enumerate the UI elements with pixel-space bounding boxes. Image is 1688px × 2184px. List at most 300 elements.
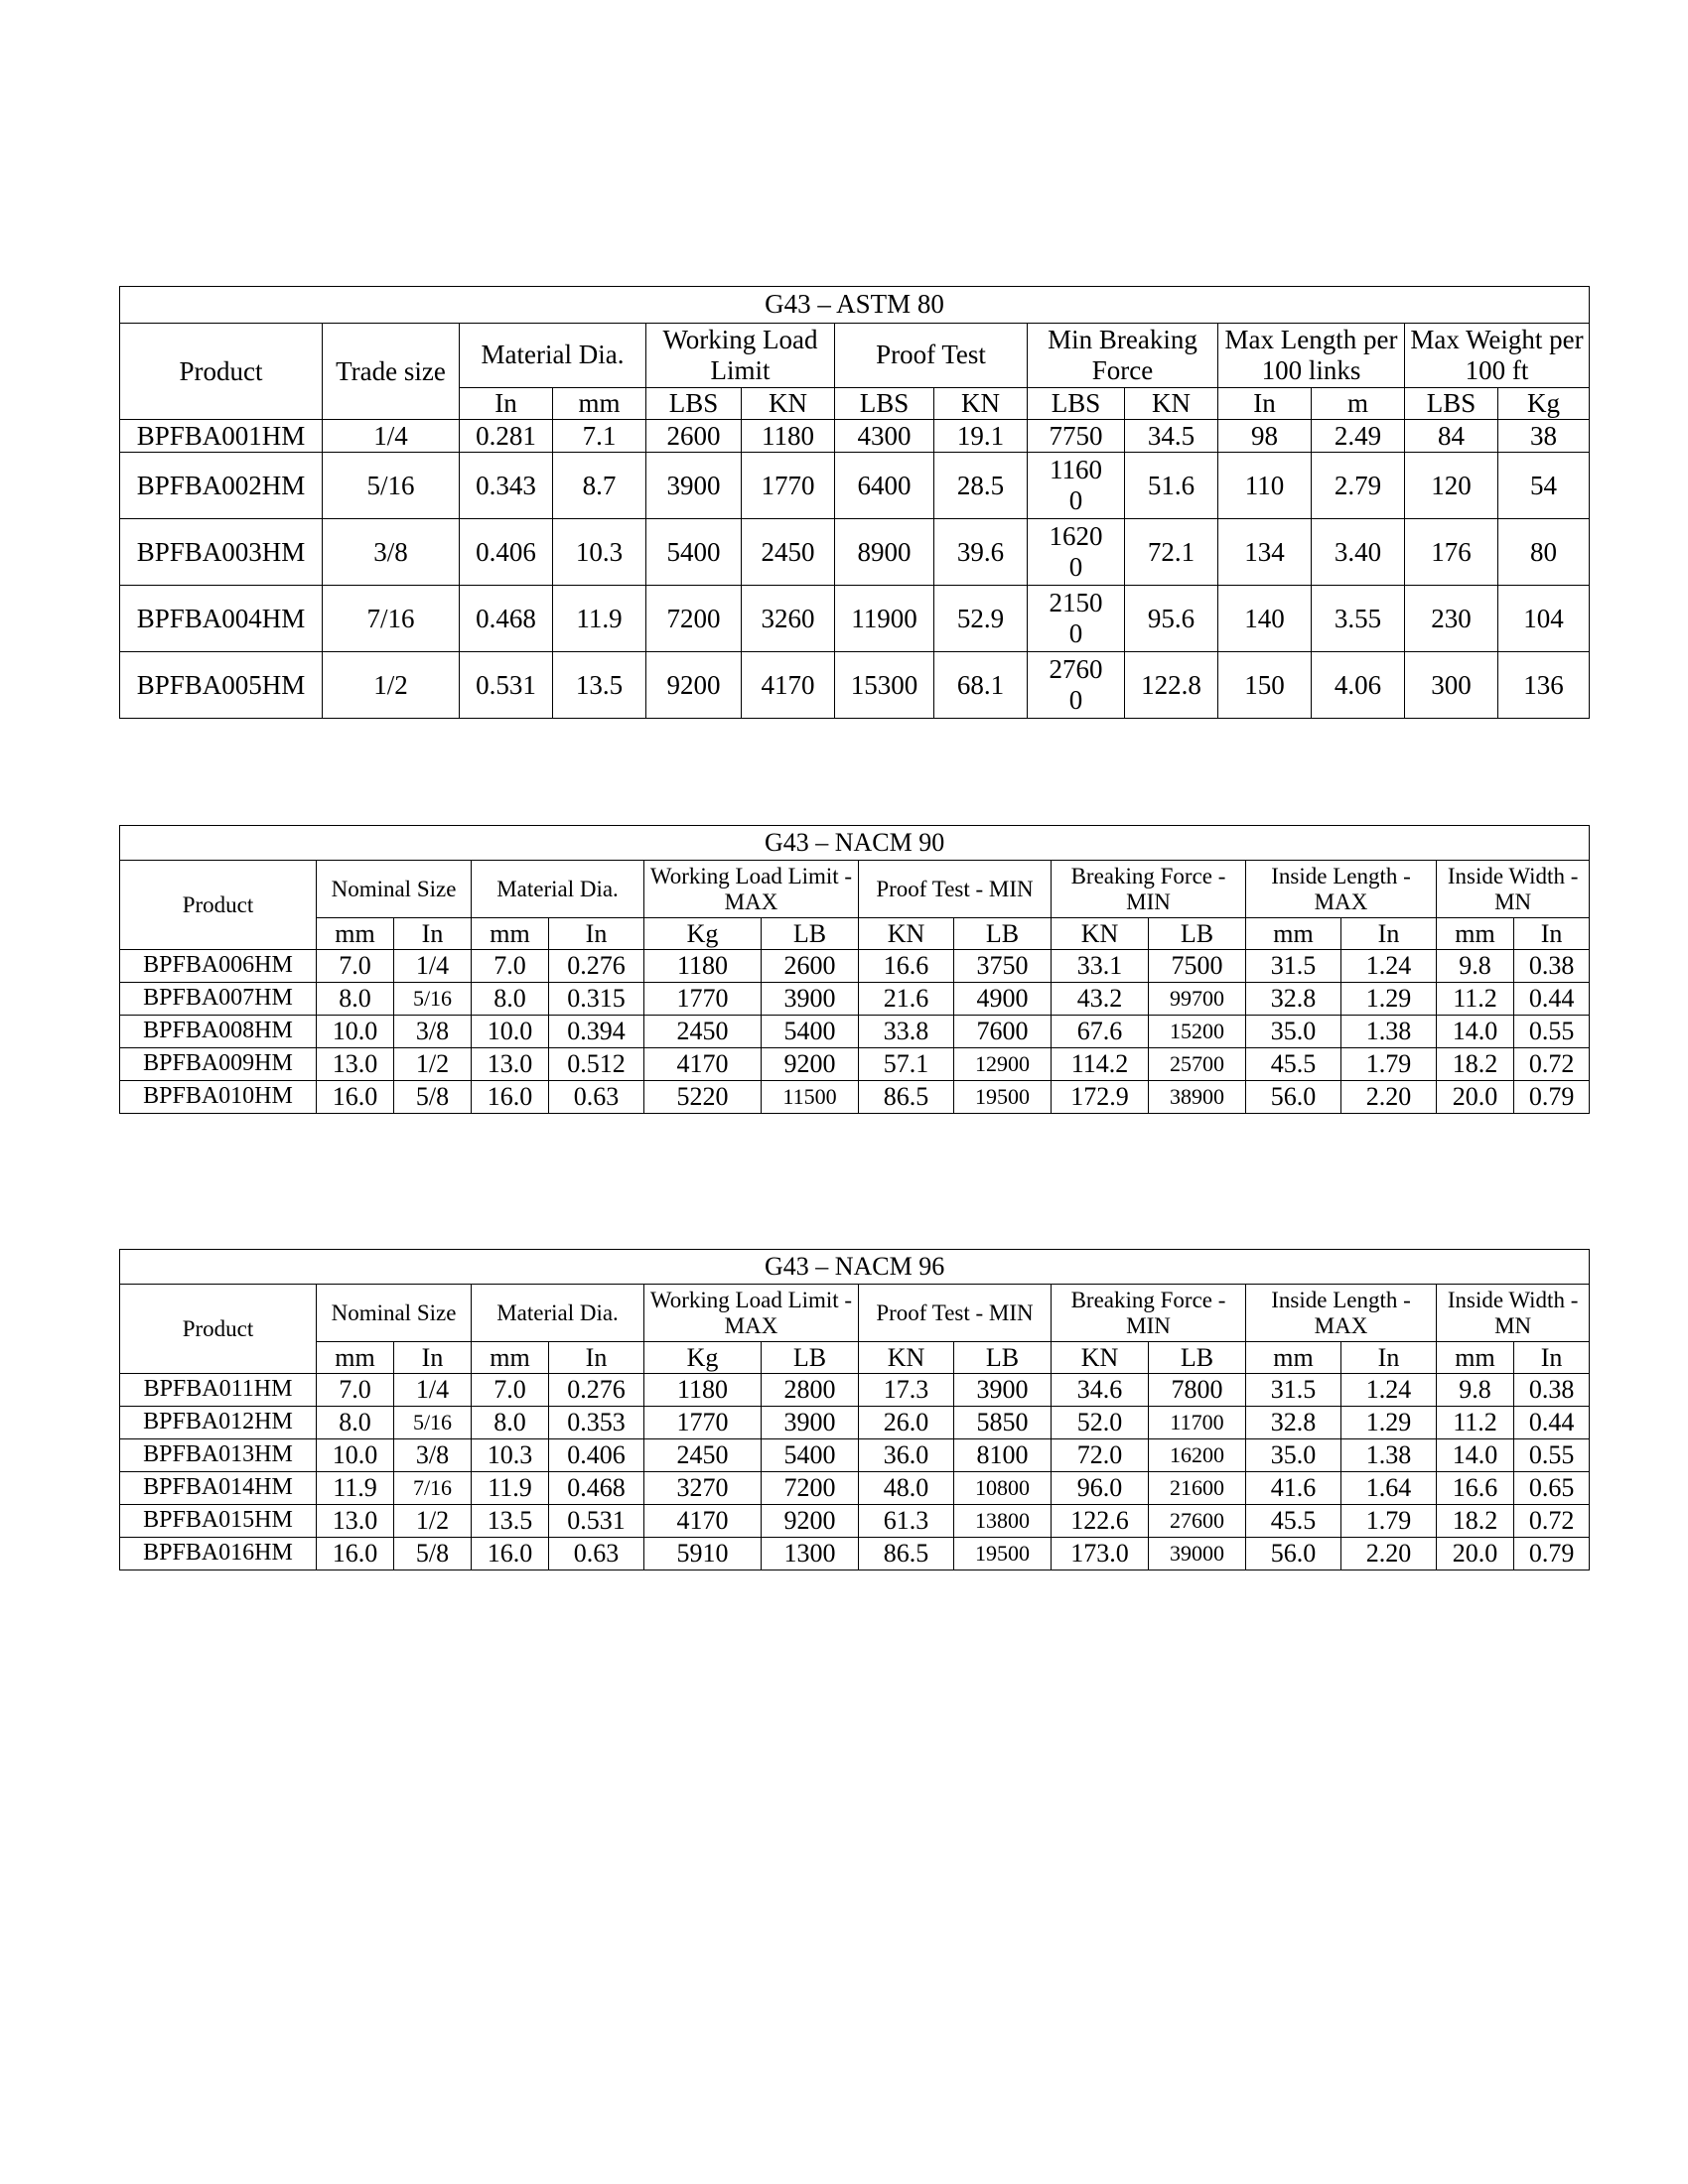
unit-cell: KN: [742, 388, 835, 420]
units-row: [120, 1342, 1590, 1374]
value-cell: 56.0: [1246, 1081, 1341, 1114]
unit-cell: mm: [1246, 1342, 1341, 1374]
value-cell: 0.55: [1514, 1016, 1590, 1048]
value-cell: 1/2: [323, 652, 460, 719]
units-row: [120, 918, 1590, 950]
value-cell: 11500: [762, 1081, 859, 1114]
value-cell: 39000: [1149, 1538, 1246, 1570]
value-cell: 5/16: [394, 983, 472, 1016]
value-cell: 1.79: [1341, 1048, 1437, 1081]
value-cell: 0.38: [1514, 950, 1590, 983]
value-cell: 3260: [742, 586, 835, 652]
value-cell: 41.6: [1246, 1472, 1341, 1505]
value-cell: 19500: [954, 1538, 1052, 1570]
header-proof-test: Proof Test - MIN: [859, 1285, 1052, 1342]
value-cell: 4.06: [1312, 652, 1405, 719]
value-cell: 11.9: [553, 586, 646, 652]
value-cell: 28.5: [934, 453, 1028, 519]
table-row: [120, 1081, 1590, 1114]
value-cell: 120: [1405, 453, 1498, 519]
unit-cell: In: [1514, 1342, 1590, 1374]
value-cell: 9200: [762, 1505, 859, 1538]
value-cell: 1.24: [1341, 950, 1437, 983]
unit-cell: mm: [1437, 918, 1514, 950]
value-cell: 0.79: [1514, 1538, 1590, 1570]
value-cell: 172.9: [1052, 1081, 1149, 1114]
value-cell: 21.6: [859, 983, 954, 1016]
value-cell: 7600: [954, 1016, 1052, 1048]
value-cell: 21600: [1149, 1472, 1246, 1505]
value-cell: 0.38: [1514, 1374, 1590, 1407]
value-cell: 45.5: [1246, 1505, 1341, 1538]
header-working-load-limit: Working Load Limit - MAX: [644, 1285, 859, 1342]
unit-cell: In: [1341, 1342, 1437, 1374]
value-cell: 9200: [646, 652, 742, 719]
value-cell: 0.315: [549, 983, 644, 1016]
value-cell: 16.6: [859, 950, 954, 983]
unit-cell: LBS: [1028, 388, 1125, 420]
unit-cell: Kg: [644, 918, 762, 950]
value-cell: 3270: [644, 1472, 762, 1505]
header-nominal-size: Nominal Size: [317, 861, 472, 918]
unit-cell: LB: [762, 918, 859, 950]
value-cell: 4900: [954, 983, 1052, 1016]
value-cell: 5/16: [394, 1407, 472, 1439]
value-cell: 2450: [644, 1439, 762, 1472]
value-cell: 48.0: [859, 1472, 954, 1505]
value-cell: 122.8: [1125, 652, 1218, 719]
value-cell: 114.2: [1052, 1048, 1149, 1081]
unit-cell: mm: [472, 918, 549, 950]
value-cell: 38900: [1149, 1081, 1246, 1114]
table-row: [120, 1472, 1590, 1505]
header-working-load-limit: Working Load Limit: [646, 324, 835, 388]
value-cell: 26.0: [859, 1407, 954, 1439]
unit-cell: LBS: [646, 388, 742, 420]
value-cell: 80: [1498, 519, 1590, 586]
value-cell: 2.20: [1341, 1538, 1437, 1570]
value-cell: 16200: [1149, 1439, 1246, 1472]
unit-cell: In: [549, 918, 644, 950]
value-cell: 5/16: [323, 453, 460, 519]
value-cell: 35.0: [1246, 1016, 1341, 1048]
value-cell: 16.0: [472, 1081, 549, 1114]
unit-cell: In: [394, 1342, 472, 1374]
unit-cell: In: [549, 1342, 644, 1374]
unit-cell: Kg: [644, 1342, 762, 1374]
value-cell: 300: [1405, 652, 1498, 719]
value-cell: 3/8: [394, 1016, 472, 1048]
table-row: [120, 420, 1590, 453]
value-cell: 2.49: [1312, 420, 1405, 453]
product-code-cell: BPFBA011HM: [120, 1374, 317, 1407]
value-cell: 54: [1498, 453, 1590, 519]
header-inside-length: Inside Length - MAX: [1246, 1285, 1437, 1342]
value-cell: 2800: [762, 1374, 859, 1407]
value-cell: 2600: [646, 420, 742, 453]
value-cell: 8.0: [472, 1407, 549, 1439]
value-cell: 51.6: [1125, 453, 1218, 519]
value-cell: 1180: [644, 1374, 762, 1407]
value-cell: 1.24: [1341, 1374, 1437, 1407]
value-cell: 11.9: [472, 1472, 549, 1505]
value-cell: 20.0: [1437, 1538, 1514, 1570]
unit-cell: KN: [934, 388, 1028, 420]
value-cell: 86.5: [859, 1538, 954, 1570]
unit-cell: mm: [553, 388, 646, 420]
value-cell: 10.3: [472, 1439, 549, 1472]
table-row: [120, 983, 1590, 1016]
value-cell: 16.0: [472, 1538, 549, 1570]
unit-cell: LB: [954, 918, 1052, 950]
value-cell: 10.3: [553, 519, 646, 586]
value-cell: 15200: [1149, 1016, 1246, 1048]
unit-cell: mm: [1246, 918, 1341, 950]
product-code-cell: BPFBA004HM: [120, 586, 323, 652]
value-cell: 5/8: [394, 1538, 472, 1570]
value-cell: 8900: [835, 519, 934, 586]
value-cell: 1/2: [394, 1505, 472, 1538]
value-cell: 1.79: [1341, 1505, 1437, 1538]
header-max-weight: Max Weight per 100 ft: [1405, 324, 1590, 388]
value-cell: 0.276: [549, 950, 644, 983]
value-cell: 16.0: [317, 1081, 394, 1114]
header-min-breaking-force: Min Breaking Force: [1028, 324, 1218, 388]
value-cell: 13.0: [317, 1505, 394, 1538]
value-cell: 1300: [762, 1538, 859, 1570]
value-cell: 3/8: [323, 519, 460, 586]
value-cell: 25700: [1149, 1048, 1246, 1081]
value-cell: 5400: [646, 519, 742, 586]
value-cell: 14.0: [1437, 1016, 1514, 1048]
value-cell: 19.1: [934, 420, 1028, 453]
value-cell: 0.512: [549, 1048, 644, 1081]
unit-cell: KN: [1052, 918, 1149, 950]
table-body: [120, 420, 1590, 719]
header-inside-length: Inside Length - MAX: [1246, 861, 1437, 918]
value-cell: 4170: [742, 652, 835, 719]
value-cell: 1620 0: [1028, 519, 1125, 586]
value-cell: 230: [1405, 586, 1498, 652]
product-code-cell: BPFBA012HM: [120, 1407, 317, 1439]
value-cell: 3900: [646, 453, 742, 519]
header-inside-width: Inside Width - MN: [1437, 1285, 1590, 1342]
unit-cell: LBS: [1405, 388, 1498, 420]
value-cell: 3.55: [1312, 586, 1405, 652]
value-cell: 15300: [835, 652, 934, 719]
value-cell: 0.44: [1514, 1407, 1590, 1439]
product-code-cell: BPFBA015HM: [120, 1505, 317, 1538]
value-cell: 16.0: [317, 1538, 394, 1570]
value-cell: 0.63: [549, 1538, 644, 1570]
value-cell: 7/16: [323, 586, 460, 652]
value-cell: 68.1: [934, 652, 1028, 719]
product-code-cell: BPFBA016HM: [120, 1538, 317, 1570]
value-cell: 57.1: [859, 1048, 954, 1081]
value-cell: 61.3: [859, 1505, 954, 1538]
header-working-load-limit: Working Load Limit - MAX: [644, 861, 859, 918]
value-cell: 173.0: [1052, 1538, 1149, 1570]
unit-cell: KN: [859, 918, 954, 950]
value-cell: 20.0: [1437, 1081, 1514, 1114]
value-cell: 150: [1218, 652, 1312, 719]
header-inside-width: Inside Width - MN: [1437, 861, 1590, 918]
value-cell: 99700: [1149, 983, 1246, 1016]
value-cell: 1/2: [394, 1048, 472, 1081]
value-cell: 95.6: [1125, 586, 1218, 652]
value-cell: 0.394: [549, 1016, 644, 1048]
value-cell: 4170: [644, 1048, 762, 1081]
value-cell: 36.0: [859, 1439, 954, 1472]
value-cell: 0.281: [460, 420, 553, 453]
value-cell: 1.64: [1341, 1472, 1437, 1505]
value-cell: 0.406: [460, 519, 553, 586]
product-code-cell: BPFBA007HM: [120, 983, 317, 1016]
value-cell: 72.0: [1052, 1439, 1149, 1472]
value-cell: 1/4: [394, 1374, 472, 1407]
value-cell: 3900: [762, 1407, 859, 1439]
product-code-cell: BPFBA009HM: [120, 1048, 317, 1081]
unit-cell: m: [1312, 388, 1405, 420]
value-cell: 8.0: [472, 983, 549, 1016]
value-cell: 7200: [646, 586, 742, 652]
table-nacm-96: [119, 1249, 1590, 1570]
value-cell: 7.0: [317, 1374, 394, 1407]
value-cell: 0.44: [1514, 983, 1590, 1016]
header-breaking-force: Breaking Force - MIN: [1052, 1285, 1246, 1342]
value-cell: 52.0: [1052, 1407, 1149, 1439]
value-cell: 11.9: [317, 1472, 394, 1505]
product-code-cell: BPFBA010HM: [120, 1081, 317, 1114]
value-cell: 98: [1218, 420, 1312, 453]
product-code-cell: BPFBA006HM: [120, 950, 317, 983]
value-cell: 0.531: [460, 652, 553, 719]
value-cell: 33.1: [1052, 950, 1149, 983]
unit-cell: KN: [859, 1342, 954, 1374]
table-row: [120, 519, 1590, 586]
value-cell: 2.20: [1341, 1081, 1437, 1114]
unit-cell: In: [1218, 388, 1312, 420]
table-row: [120, 1016, 1590, 1048]
value-cell: 11900: [835, 586, 934, 652]
table-row: [120, 1439, 1590, 1472]
header-material-dia: Material Dia.: [472, 1285, 644, 1342]
value-cell: 136: [1498, 652, 1590, 719]
value-cell: 13.5: [472, 1505, 549, 1538]
value-cell: 10.0: [472, 1016, 549, 1048]
value-cell: 0.79: [1514, 1081, 1590, 1114]
table-row: [120, 586, 1590, 652]
value-cell: 0.468: [460, 586, 553, 652]
value-cell: 3.40: [1312, 519, 1405, 586]
value-cell: 5850: [954, 1407, 1052, 1439]
value-cell: 13.0: [317, 1048, 394, 1081]
unit-cell: LB: [954, 1342, 1052, 1374]
value-cell: 35.0: [1246, 1439, 1341, 1472]
table-row: [120, 1048, 1590, 1081]
unit-cell: mm: [1437, 1342, 1514, 1374]
unit-cell: mm: [317, 1342, 394, 1374]
unit-cell: In: [460, 388, 553, 420]
header-product: Product: [120, 324, 323, 420]
value-cell: 1.38: [1341, 1439, 1437, 1472]
value-cell: 4300: [835, 420, 934, 453]
header-product: Product: [120, 1285, 317, 1374]
value-cell: 31.5: [1246, 1374, 1341, 1407]
value-cell: 3900: [762, 983, 859, 1016]
value-cell: 38: [1498, 420, 1590, 453]
value-cell: 7.0: [472, 1374, 549, 1407]
value-cell: 43.2: [1052, 983, 1149, 1016]
header-material-dia: Material Dia.: [472, 861, 644, 918]
value-cell: 1770: [644, 1407, 762, 1439]
value-cell: 0.72: [1514, 1505, 1590, 1538]
value-cell: 6400: [835, 453, 934, 519]
value-cell: 18.2: [1437, 1505, 1514, 1538]
value-cell: 84: [1405, 420, 1498, 453]
unit-cell: LB: [1149, 918, 1246, 950]
table-title: G43 – NACM 90: [120, 826, 1590, 861]
table-title: G43 – NACM 96: [120, 1250, 1590, 1285]
table-astm-80: [119, 286, 1590, 719]
value-cell: 1180: [742, 420, 835, 453]
table-row: [120, 1538, 1590, 1570]
value-cell: 10.0: [317, 1439, 394, 1472]
value-cell: 12900: [954, 1048, 1052, 1081]
table-row: [120, 1374, 1590, 1407]
value-cell: 7800: [1149, 1374, 1246, 1407]
header-trade-size: Trade size: [323, 324, 460, 420]
value-cell: 2450: [644, 1016, 762, 1048]
value-cell: 110: [1218, 453, 1312, 519]
value-cell: 31.5: [1246, 950, 1341, 983]
value-cell: 2600: [762, 950, 859, 983]
value-cell: 0.63: [549, 1081, 644, 1114]
value-cell: 9200: [762, 1048, 859, 1081]
value-cell: 5910: [644, 1538, 762, 1570]
value-cell: 7.1: [553, 420, 646, 453]
value-cell: 13.0: [472, 1048, 549, 1081]
unit-cell: LB: [762, 1342, 859, 1374]
value-cell: 32.8: [1246, 983, 1341, 1016]
value-cell: 140: [1218, 586, 1312, 652]
header-nominal-size: Nominal Size: [317, 1285, 472, 1342]
value-cell: 2.79: [1312, 453, 1405, 519]
unit-cell: KN: [1052, 1342, 1149, 1374]
value-cell: 1180: [644, 950, 762, 983]
value-cell: 7500: [1149, 950, 1246, 983]
value-cell: 0.65: [1514, 1472, 1590, 1505]
value-cell: 2450: [742, 519, 835, 586]
value-cell: 27600: [1149, 1505, 1246, 1538]
value-cell: 39.6: [934, 519, 1028, 586]
value-cell: 56.0: [1246, 1538, 1341, 1570]
value-cell: 0.531: [549, 1505, 644, 1538]
header-product: Product: [120, 861, 317, 950]
value-cell: 134: [1218, 519, 1312, 586]
value-cell: 1/4: [394, 950, 472, 983]
table-body: [120, 950, 1590, 1114]
value-cell: 7.0: [472, 950, 549, 983]
value-cell: 0.55: [1514, 1439, 1590, 1472]
product-code-cell: BPFBA013HM: [120, 1439, 317, 1472]
value-cell: 0.343: [460, 453, 553, 519]
value-cell: 5400: [762, 1016, 859, 1048]
value-cell: 2150 0: [1028, 586, 1125, 652]
unit-cell: LBS: [835, 388, 934, 420]
value-cell: 7200: [762, 1472, 859, 1505]
table-body: [120, 1374, 1590, 1570]
value-cell: 9.8: [1437, 950, 1514, 983]
value-cell: 0.72: [1514, 1048, 1590, 1081]
value-cell: 19500: [954, 1081, 1052, 1114]
value-cell: 8.7: [553, 453, 646, 519]
value-cell: 8.0: [317, 983, 394, 1016]
value-cell: 17.3: [859, 1374, 954, 1407]
value-cell: 96.0: [1052, 1472, 1149, 1505]
unit-cell: In: [1514, 918, 1590, 950]
value-cell: 2760 0: [1028, 652, 1125, 719]
value-cell: 34.6: [1052, 1374, 1149, 1407]
value-cell: 13800: [954, 1505, 1052, 1538]
table-row: [120, 1407, 1590, 1439]
value-cell: 1770: [742, 453, 835, 519]
unit-cell: mm: [317, 918, 394, 950]
value-cell: 9.8: [1437, 1374, 1514, 1407]
value-cell: 33.8: [859, 1016, 954, 1048]
product-code-cell: BPFBA002HM: [120, 453, 323, 519]
value-cell: 32.8: [1246, 1407, 1341, 1439]
value-cell: 176: [1405, 519, 1498, 586]
value-cell: 0.468: [549, 1472, 644, 1505]
value-cell: 1.29: [1341, 983, 1437, 1016]
product-code-cell: BPFBA005HM: [120, 652, 323, 719]
value-cell: 86.5: [859, 1081, 954, 1114]
product-code-cell: BPFBA001HM: [120, 420, 323, 453]
product-code-cell: BPFBA003HM: [120, 519, 323, 586]
value-cell: 1160 0: [1028, 453, 1125, 519]
value-cell: 18.2: [1437, 1048, 1514, 1081]
value-cell: 3900: [954, 1374, 1052, 1407]
product-code-cell: BPFBA008HM: [120, 1016, 317, 1048]
header-proof-test: Proof Test: [835, 324, 1028, 388]
value-cell: 5220: [644, 1081, 762, 1114]
value-cell: 104: [1498, 586, 1590, 652]
value-cell: 5400: [762, 1439, 859, 1472]
value-cell: 7.0: [317, 950, 394, 983]
value-cell: 7750: [1028, 420, 1125, 453]
value-cell: 0.353: [549, 1407, 644, 1439]
value-cell: 14.0: [1437, 1439, 1514, 1472]
value-cell: 8.0: [317, 1407, 394, 1439]
value-cell: 3750: [954, 950, 1052, 983]
value-cell: 16.6: [1437, 1472, 1514, 1505]
value-cell: 11700: [1149, 1407, 1246, 1439]
header-material-dia: Material Dia.: [460, 324, 646, 388]
value-cell: 1.29: [1341, 1407, 1437, 1439]
unit-cell: LB: [1149, 1342, 1246, 1374]
value-cell: 5/8: [394, 1081, 472, 1114]
unit-cell: Kg: [1498, 388, 1590, 420]
table-title: G43 – ASTM 80: [120, 287, 1590, 324]
header-breaking-force: Breaking Force - MIN: [1052, 861, 1246, 918]
value-cell: 11.2: [1437, 1407, 1514, 1439]
value-cell: 13.5: [553, 652, 646, 719]
unit-cell: mm: [472, 1342, 549, 1374]
value-cell: 1.38: [1341, 1016, 1437, 1048]
value-cell: 8100: [954, 1439, 1052, 1472]
value-cell: 0.406: [549, 1439, 644, 1472]
